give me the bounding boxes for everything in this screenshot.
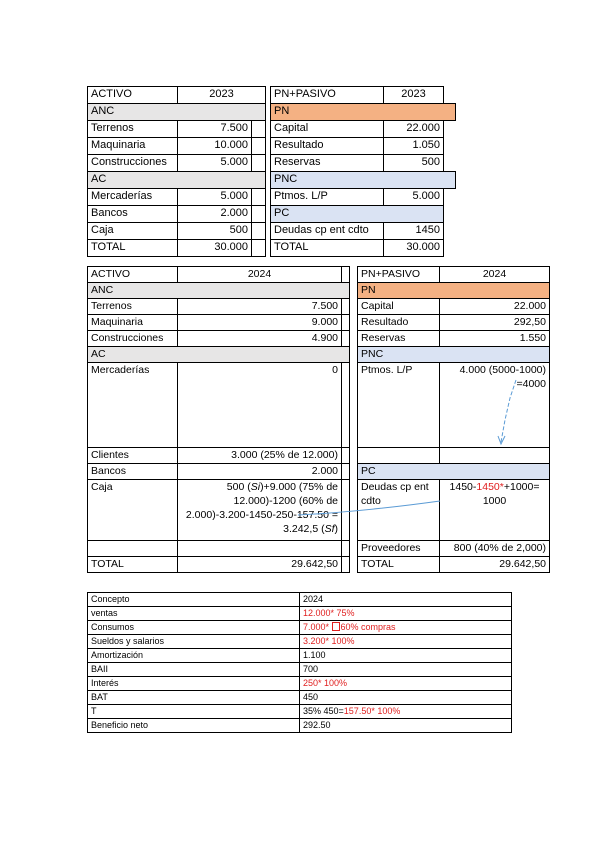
row-value: 1.050: [384, 138, 444, 155]
row-value: 2.000: [178, 206, 252, 223]
row-value: 292,50: [440, 315, 550, 331]
table-row: [88, 677, 512, 691]
row-label: Construcciones: [88, 331, 178, 347]
section-ac: AC: [88, 172, 266, 189]
row-label: Amortización: [88, 649, 300, 663]
table-row: [88, 593, 512, 607]
row-value: 2.000: [178, 464, 342, 480]
row-label: Clientes: [88, 448, 178, 464]
row-label: Ptmos. L/P: [358, 363, 440, 448]
row-value: 1450: [384, 223, 444, 240]
row-value: 800 (40% de 2,000): [440, 541, 550, 557]
total-label: TOTAL: [88, 557, 178, 573]
row-value: 22.000: [440, 299, 550, 315]
row-label: Interés: [88, 677, 300, 691]
row-label: Terrenos: [88, 299, 178, 315]
row-value: 0: [178, 363, 342, 448]
total-value: 29.642,50: [440, 557, 550, 573]
row-label: Ptmos. L/P: [271, 189, 384, 206]
income-statement-table: [87, 592, 512, 733]
section-pn: PN: [358, 283, 550, 299]
sf-label: Sf: [324, 523, 335, 535]
header-year: 2024: [178, 267, 342, 283]
row-label: Caja: [88, 480, 178, 541]
row-label: Bancos: [88, 206, 178, 223]
row-value: 450: [300, 691, 512, 705]
section-pc: PC: [358, 464, 550, 480]
section-ac: AC: [88, 347, 350, 363]
row-label: Mercaderías: [88, 363, 178, 448]
row-value: 10.000: [178, 138, 252, 155]
header-activo: ACTIVO: [88, 87, 178, 104]
header-pn-pasivo: PN+PASIVO: [271, 87, 384, 104]
total-label: TOTAL: [88, 240, 178, 257]
row-value: 3.000 (25% de 12.000): [178, 448, 342, 464]
total-label: TOTAL: [271, 240, 384, 257]
total-value: 30.000: [178, 240, 252, 257]
row-label: Maquinaria: [88, 138, 178, 155]
row-value: 250* 100%: [300, 677, 512, 691]
row-label: T: [88, 705, 300, 719]
row-label: Bancos: [88, 464, 178, 480]
row-label: Capital: [358, 299, 440, 315]
table-row: [88, 705, 512, 719]
section-pnc: PNC: [358, 347, 550, 363]
table-row: [88, 621, 512, 635]
header-year: 2024: [440, 267, 550, 283]
section-anc: ANC: [88, 283, 350, 299]
row-label: BAT: [88, 691, 300, 705]
row-label: ventas: [88, 607, 300, 621]
row-label: Reservas: [358, 331, 440, 347]
row-value: 292.50: [300, 719, 512, 733]
row-label: Maquinaria: [88, 315, 178, 331]
row-value: 3.200* 100%: [300, 635, 512, 649]
row-label: Sueldos y salarios: [88, 635, 300, 649]
section-pnc: PNC: [271, 172, 456, 189]
table-row: [88, 607, 512, 621]
row-label: Beneficio neto: [88, 719, 300, 733]
row-label: Mercaderías: [88, 189, 178, 206]
row-label: Deudas cp ent cdto: [271, 223, 384, 240]
row-value: 5.000: [384, 189, 444, 206]
row-value: 4.900: [178, 331, 342, 347]
row-label: Terrenos: [88, 121, 178, 138]
row-value: 500: [178, 223, 252, 240]
row-label: Construcciones: [88, 155, 178, 172]
arrow-line: [298, 501, 440, 515]
row-value: 5.000: [178, 155, 252, 172]
header-pn-pasivo: PN+PASIVO: [358, 267, 440, 283]
header-year: 2023: [384, 87, 444, 104]
row-value: 4.000 (5000-1000) =4000: [440, 363, 550, 448]
total-value: 30.000: [384, 240, 444, 257]
row-value: 7.000* 60% compras: [300, 621, 512, 635]
section-anc: ANC: [88, 104, 266, 121]
unknown-glyph-icon: [332, 622, 340, 631]
arrow-line: [501, 380, 516, 442]
row-label: Deudas cp ent cdto: [358, 480, 440, 541]
row-label: Resultado: [358, 315, 440, 331]
header-year: 2024: [300, 593, 512, 607]
row-label: Proveedores: [358, 541, 440, 557]
row-label: Resultado: [271, 138, 384, 155]
row-value: 7.500: [178, 299, 342, 315]
row-value: 22.000: [384, 121, 444, 138]
row-label: Capital: [271, 121, 384, 138]
table-row: [88, 635, 512, 649]
section-pn: PN: [271, 104, 456, 121]
table-row: [88, 663, 512, 677]
table-row: [88, 691, 512, 705]
deudas-calculation: 1450-1450*+1000= 1000: [440, 480, 550, 541]
header-activo: ACTIVO: [88, 267, 178, 283]
table-row: [88, 719, 512, 733]
row-value: 12.000* 75%: [300, 607, 512, 621]
total-value: 29.642,50: [178, 557, 342, 573]
row-label: BAII: [88, 663, 300, 677]
row-value: 5.000: [178, 189, 252, 206]
row-value: 1.100: [300, 649, 512, 663]
si-label: Si: [250, 481, 261, 493]
table-row: [88, 649, 512, 663]
row-value: 700: [300, 663, 512, 677]
row-value: 35% 450=157.50* 100%: [300, 705, 512, 719]
row-label: Reservas: [271, 155, 384, 172]
row-value: 7.500: [178, 121, 252, 138]
total-label: TOTAL: [358, 557, 440, 573]
row-label: Caja: [88, 223, 178, 240]
row-value: 1.550: [440, 331, 550, 347]
row-value: 500: [384, 155, 444, 172]
header-year: 2023: [178, 87, 266, 104]
row-label: Consumos: [88, 621, 300, 635]
row-value: 9.000: [178, 315, 342, 331]
caja-calculation: 500 (Si)+9.000 (75% de 12.000)-1200 (60% de 2.000)-3.200-1450-250-157.50 = 3.242,5 (Sf): [178, 480, 342, 541]
section-pc: PC: [271, 206, 444, 223]
header-concepto: Concepto: [88, 593, 300, 607]
